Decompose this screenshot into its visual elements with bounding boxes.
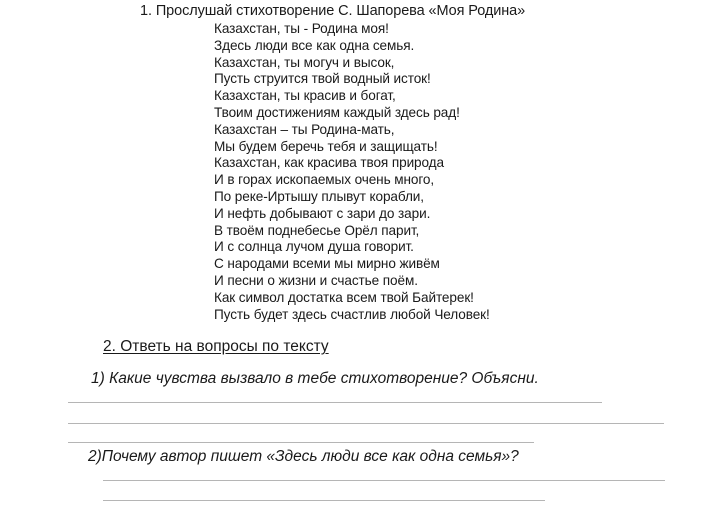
poem-line: И в горах ископаемых очень много,: [214, 172, 435, 188]
answer-line: [68, 423, 664, 424]
poem-line: Твоим достижениям каждый здесь рад!: [214, 104, 460, 120]
poem-line: Казахстан, ты могуч и высок,: [214, 54, 395, 70]
question-1: 1) Какие чувства вызвало в тебе стихотворение? Объясни.: [91, 370, 539, 387]
poem-line: Мы будем беречь тебя и защищать!: [214, 138, 438, 154]
task2-title: 2. Ответь на вопросы по тексту: [103, 338, 329, 355]
question-2: 2)Почему автор пишет «Здесь люди все как одна семья»?: [88, 448, 519, 465]
poem-line: Казахстан, ты - Родина моя!: [214, 21, 389, 36]
poem-line: Пусть будет здесь счастлив любой Человек!: [214, 306, 490, 322]
answer-line: [103, 480, 665, 481]
poem-line: И с солнца лучом душа говорит.: [214, 239, 414, 255]
answer-line: [103, 500, 545, 501]
poem-line: По реке-Иртышу плывут корабли,: [214, 188, 424, 204]
task1-title: 1. Прослушай стихотворение С. Шапорева «Моя Родина»: [140, 3, 526, 19]
poem-line: Казахстан – ты Родина-мать,: [214, 121, 395, 137]
poem-line: Здесь люди все как одна семья.: [214, 37, 415, 53]
answer-line: [68, 402, 602, 403]
poem-line: Казахстан, как красива твоя природа: [214, 155, 444, 171]
poem: [214, 21, 490, 323]
poem-line: Как символ достатка всем твой Байтерек!: [214, 289, 474, 305]
poem-line: С народами всеми мы мирно живём: [214, 256, 440, 272]
poem-line: В твоём поднебесье Орёл парит,: [214, 222, 420, 238]
poem-line: И нефть добывают с зари до зари.: [214, 205, 431, 221]
poem-line: И песни о жизни и счастье поём.: [214, 272, 418, 288]
answer-line: [68, 442, 534, 443]
poem-line: Казахстан, ты красив и богат,: [214, 88, 396, 104]
poem-line: Пусть струится твой водный исток!: [214, 71, 431, 87]
